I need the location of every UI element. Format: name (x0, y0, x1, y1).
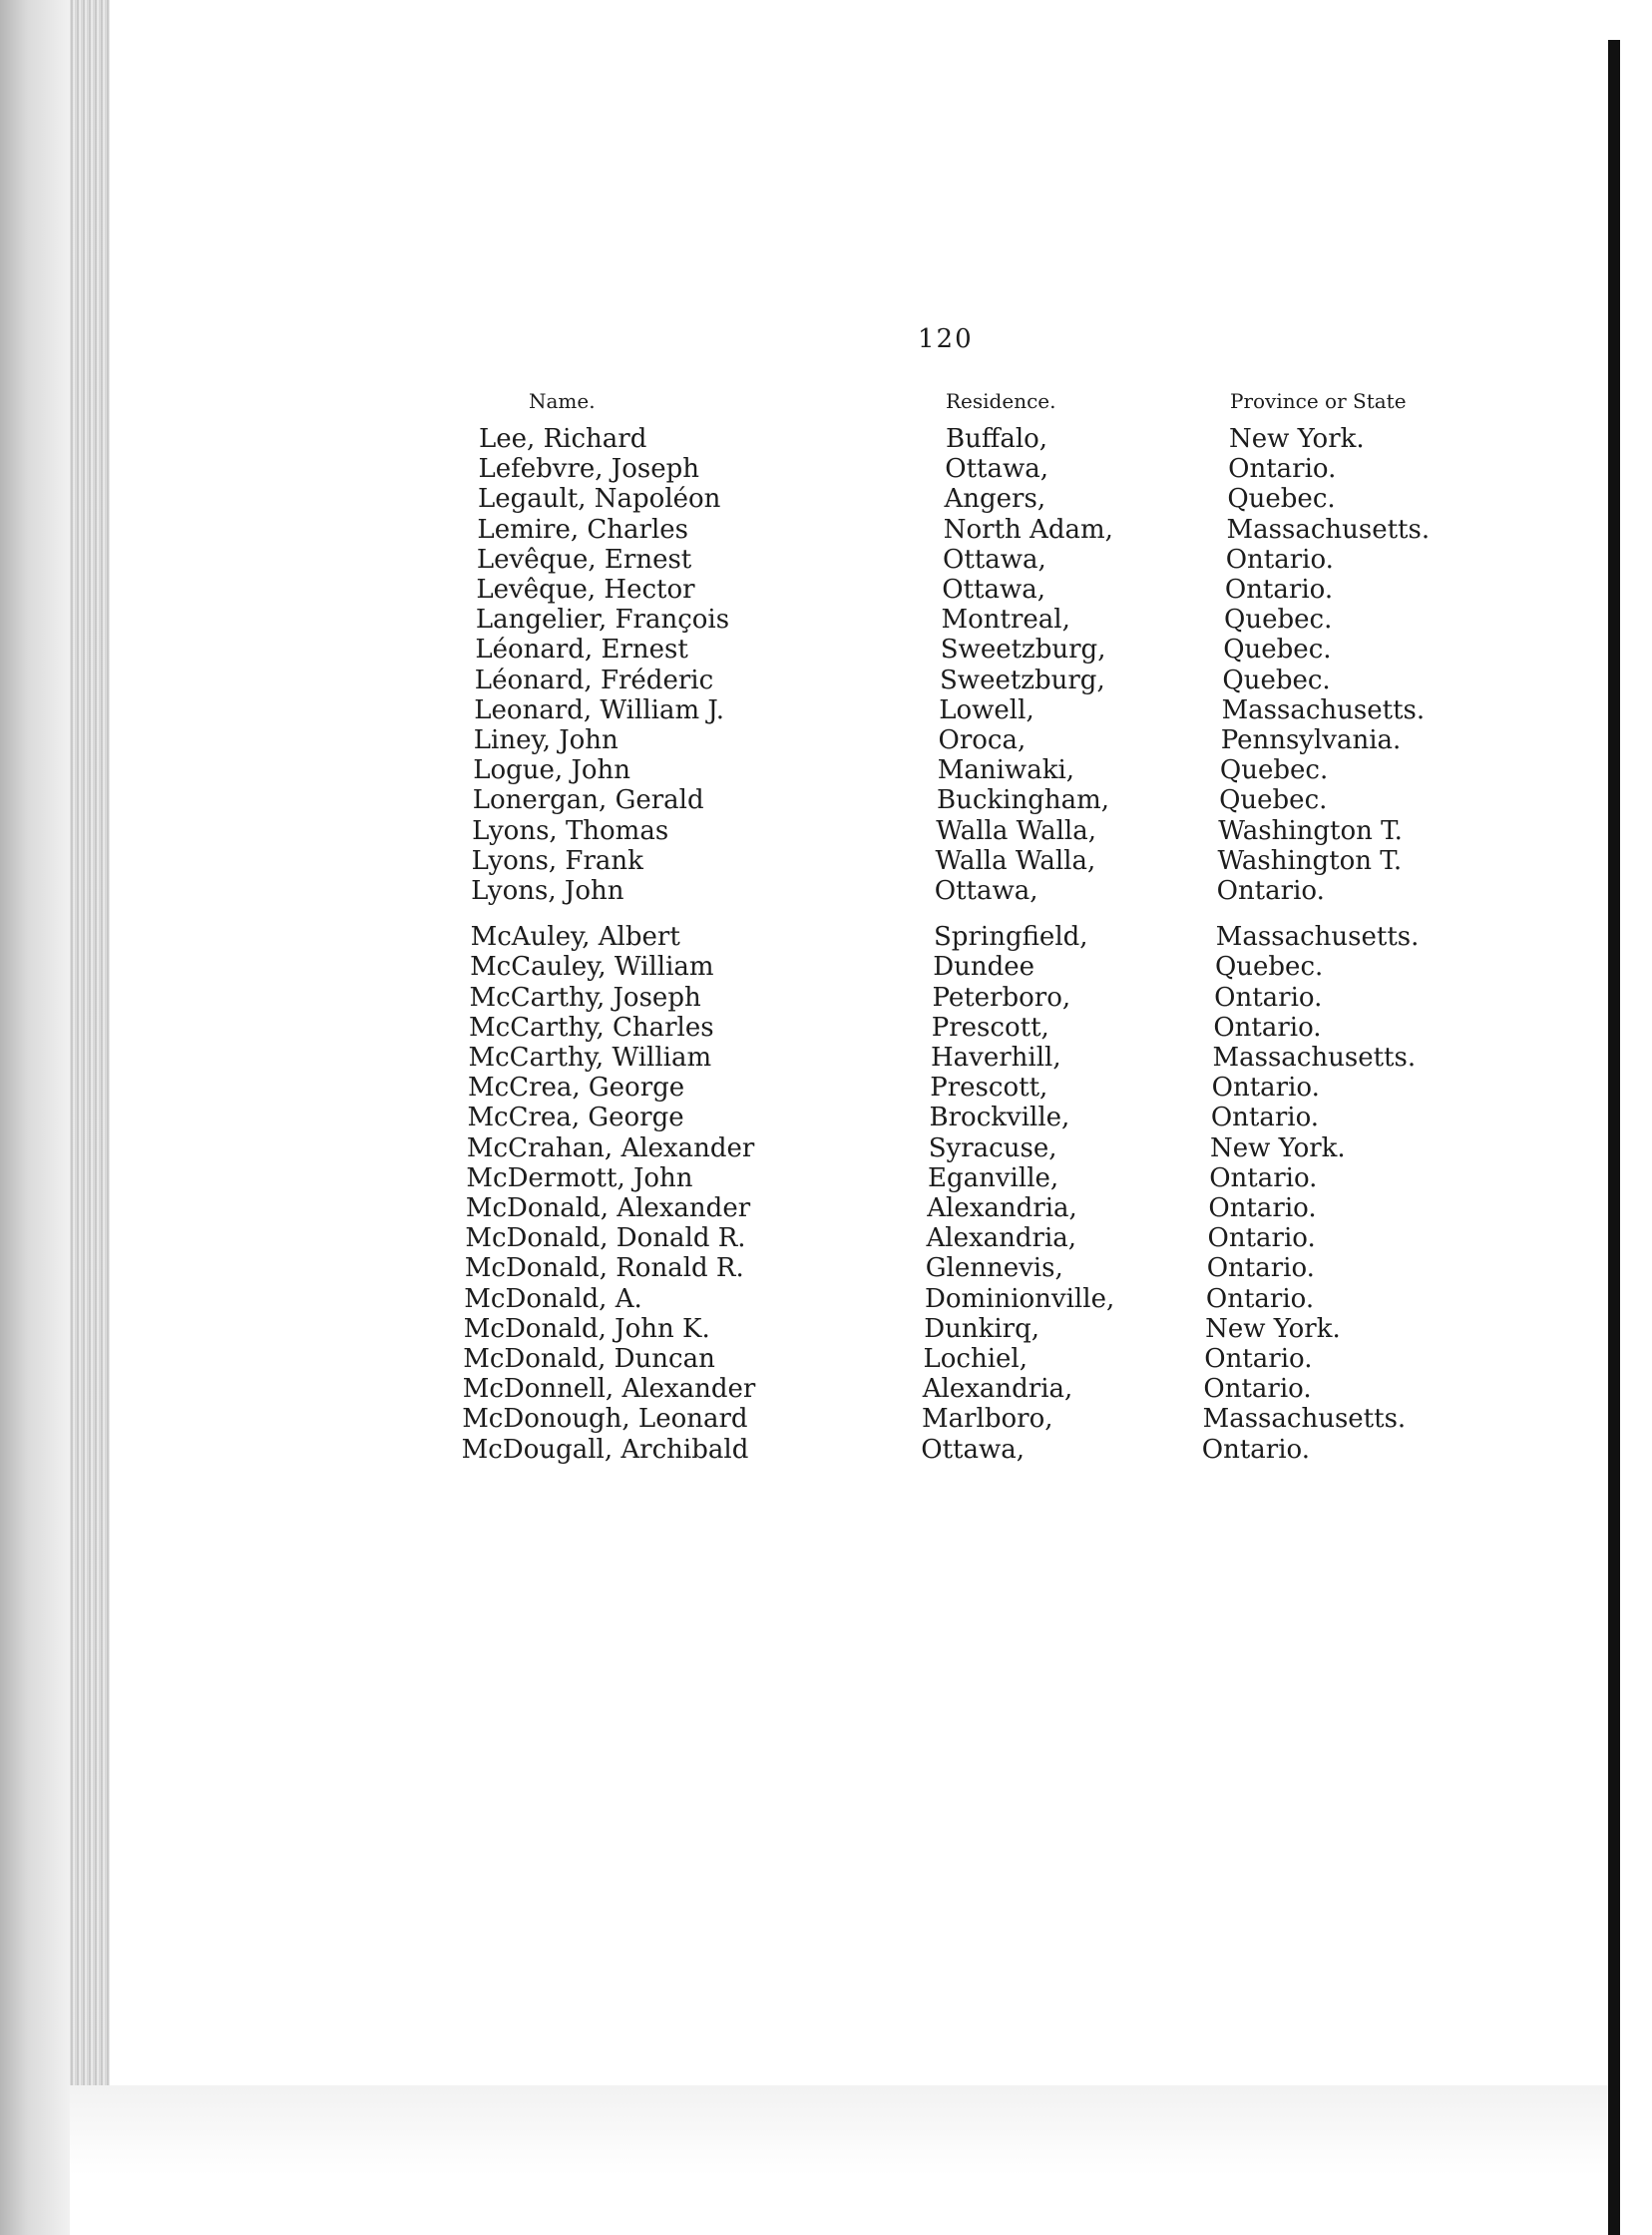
residence-cell: Marlboro, (922, 1404, 1053, 1435)
residence-cell: Dunkirq, (924, 1313, 1039, 1344)
name-cell: McDougall, Archibald (461, 1434, 749, 1465)
province-cell: New York. (1229, 424, 1365, 454)
residence-cell: Ottawa, (943, 544, 1046, 575)
residence-cell: Lowell, (939, 694, 1034, 725)
name-cell: Lemire, Charles (477, 514, 689, 545)
residence-cell: Alexandria, (922, 1374, 1073, 1405)
province-cell: Ontario. (1213, 1012, 1322, 1043)
name-cell: McDonald, Donald R. (465, 1223, 746, 1254)
name-cell: McDonald, Ronald R. (464, 1253, 744, 1284)
province-cell: Ontario. (1209, 1162, 1318, 1193)
residence-cell: Ottawa, (942, 575, 1045, 605)
residence-cell: Angers, (944, 484, 1046, 515)
residence-cell: Sweetzburg, (940, 665, 1105, 695)
residence-cell: Lochiel, (923, 1344, 1029, 1374)
name-cell: McCauley, William (470, 952, 714, 983)
name-cell: McDonald, John K. (463, 1313, 710, 1344)
name-cell: Liney, John (473, 725, 619, 755)
province-cell: Quebec. (1222, 665, 1331, 695)
province-cell: Massachusetts. (1202, 1404, 1407, 1435)
province-cell: Quebec. (1227, 484, 1336, 515)
name-cell: Lonergan, Gerald (472, 785, 704, 816)
province-cell: Ontario. (1206, 1253, 1315, 1284)
page-number: 120 (918, 324, 974, 354)
province-cell: Massachusetts. (1226, 514, 1431, 545)
residence-cell: Prescott, (931, 1012, 1049, 1043)
name-cell: McCarthy, Joseph (469, 982, 701, 1013)
name-cell: Legault, Napoléon (477, 484, 721, 515)
residence-cell: Springfield, (934, 922, 1088, 953)
column-header-province: Province or State (1230, 389, 1407, 413)
province-cell: New York. (1205, 1313, 1341, 1344)
province-cell: Quebec. (1219, 785, 1328, 816)
residence-cell: Ottawa, (945, 454, 1048, 485)
name-cell: Levêque, Ernest (476, 544, 692, 575)
province-cell: New York. (1210, 1132, 1346, 1163)
province-cell: Ontario. (1211, 1073, 1320, 1104)
residence-cell: Maniwaki, (937, 755, 1075, 786)
residence-cell: Walla Walla, (935, 845, 1096, 876)
residence-cell: Syracuse, (928, 1132, 1057, 1163)
province-cell: Quebec. (1224, 605, 1333, 636)
province-cell: Ontario. (1216, 876, 1325, 906)
name-cell: Lyons, Thomas (472, 815, 669, 846)
residence-cell: Alexandria, (926, 1223, 1077, 1254)
name-cell: Lyons, Frank (471, 845, 643, 876)
name-cell: Leonard, William J. (474, 694, 725, 725)
province-cell: Washington T. (1218, 815, 1403, 846)
name-cell: McCrea, George (467, 1073, 685, 1104)
province-cell: Ontario. (1204, 1344, 1313, 1374)
name-cell: McDonough, Leonard (462, 1404, 748, 1435)
residence-cell: Sweetzburg, (940, 635, 1106, 666)
residence-cell: Eganville, (928, 1162, 1059, 1193)
name-cell: Logue, John (473, 755, 631, 786)
name-cell: McCarthy, William (468, 1043, 712, 1073)
residence-cell: Walla Walla, (936, 815, 1096, 846)
province-cell: Ontario. (1203, 1374, 1312, 1405)
name-cell: McDonald, Duncan (463, 1344, 715, 1374)
name-cell: McDermott, John (466, 1162, 693, 1193)
name-cell: McDonnell, Alexander (462, 1374, 756, 1405)
province-cell: Quebec. (1214, 952, 1324, 983)
province-cell: Ontario. (1214, 982, 1323, 1013)
province-cell: Ontario. (1205, 1283, 1315, 1314)
residence-cell: Buffalo, (946, 424, 1048, 454)
name-cell: Langelier, François (475, 605, 730, 636)
name-cell: McAuley, Albert (470, 922, 680, 953)
column-header-residence: Residence. (946, 389, 1056, 413)
province-cell: Ontario. (1224, 575, 1334, 605)
name-cell: McDonald, A. (464, 1283, 642, 1314)
residence-cell: Dundee (933, 952, 1035, 983)
residence-cell: Alexandria, (927, 1193, 1077, 1223)
residence-cell: Dominionville, (925, 1283, 1115, 1314)
residence-cell: Ottawa, (921, 1434, 1025, 1465)
province-cell: Ontario. (1207, 1223, 1316, 1254)
province-cell: Massachusetts. (1212, 1043, 1417, 1073)
province-cell: Ontario. (1225, 544, 1334, 575)
province-cell: Quebec. (1223, 635, 1332, 666)
column-header-name: Name. (529, 389, 596, 413)
residence-cell: Haverhill, (931, 1043, 1061, 1073)
residence-cell: Glennevis, (925, 1253, 1063, 1284)
name-cell: McCrea, George (467, 1103, 684, 1133)
name-cell: Lyons, John (471, 876, 624, 906)
name-cell: Lefebvre, Joseph (478, 454, 700, 485)
residence-cell: Ottawa, (934, 876, 1038, 906)
residence-cell: Oroca, (938, 725, 1027, 755)
province-cell: Ontario. (1228, 454, 1337, 485)
name-cell: Léonard, Ernest (475, 635, 688, 666)
province-cell: Washington T. (1217, 845, 1403, 876)
province-cell: Quebec. (1219, 755, 1329, 786)
name-cell: Lee, Richard (479, 424, 647, 454)
residence-cell: Buckingham, (937, 785, 1110, 816)
residence-cell: Prescott, (930, 1073, 1048, 1104)
name-cell: McDonald, Alexander (465, 1193, 751, 1223)
province-cell: Massachusetts. (1215, 922, 1420, 953)
province-cell: Ontario. (1201, 1434, 1310, 1465)
province-cell: Massachusetts. (1221, 694, 1426, 725)
province-cell: Ontario. (1208, 1193, 1317, 1223)
residence-cell: Montreal, (941, 605, 1070, 636)
residence-cell: Peterboro, (932, 982, 1071, 1013)
province-cell: Pennsylvania. (1220, 725, 1402, 755)
residence-cell: Brockville, (929, 1103, 1070, 1133)
province-cell: Ontario. (1210, 1103, 1320, 1133)
residence-cell: North Adam, (943, 514, 1113, 545)
name-cell: Léonard, Fréderic (474, 665, 714, 695)
name-cell: Levêque, Hector (476, 575, 695, 605)
name-cell: McCarthy, Charles (469, 1012, 714, 1043)
name-cell: McCrahan, Alexander (466, 1132, 755, 1163)
